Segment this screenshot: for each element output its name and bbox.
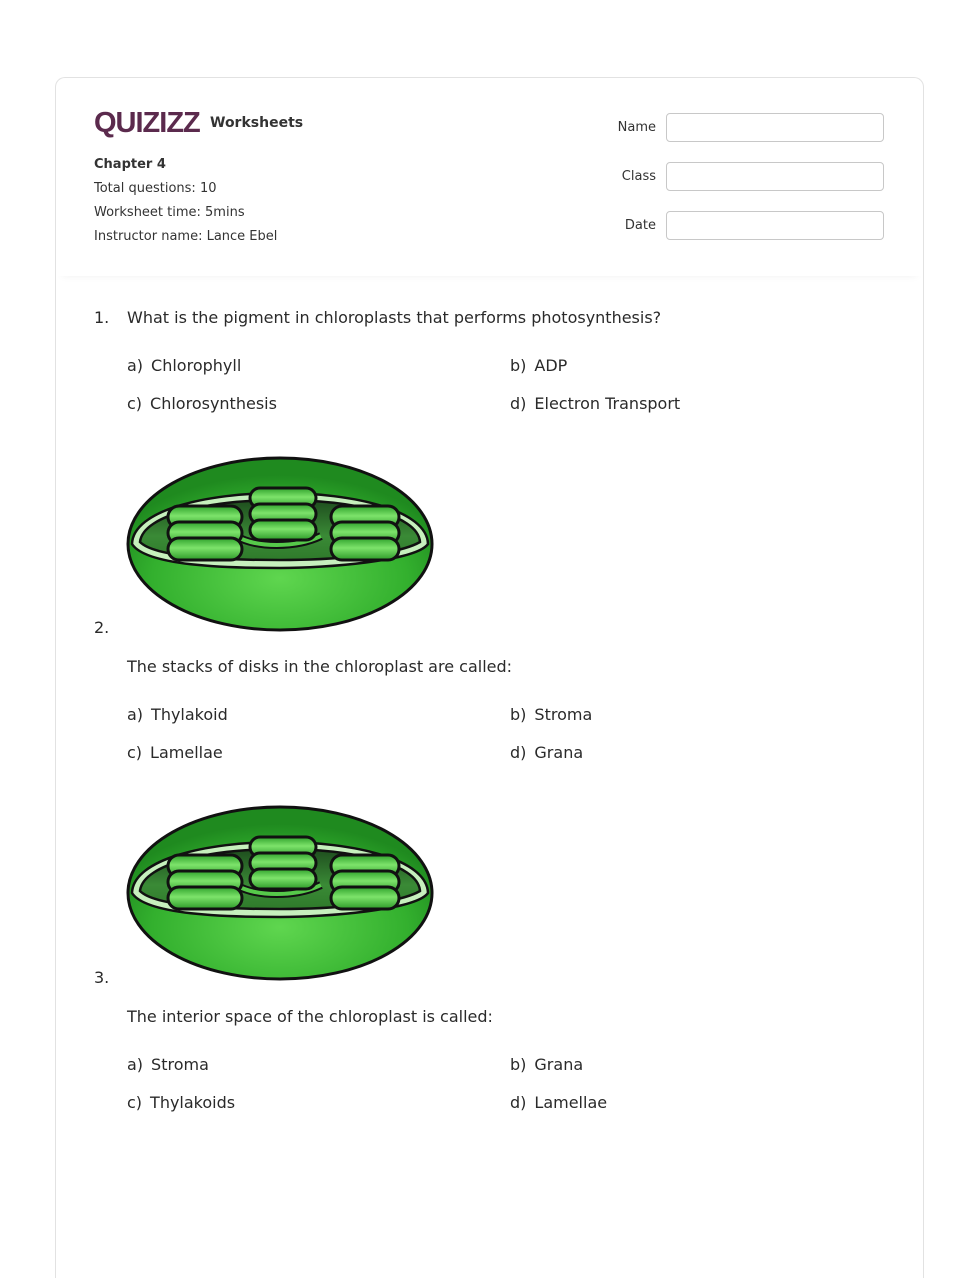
option-b: b) Stroma bbox=[510, 705, 593, 724]
svg-text:QUIZIZZ: QUIZIZZ bbox=[94, 107, 200, 139]
question-number: 3. bbox=[94, 968, 110, 987]
option-b: b) Grana bbox=[510, 1055, 584, 1074]
worksheet-page bbox=[55, 77, 924, 1278]
instructor-name: Instructor name: Lance Ebel bbox=[94, 229, 278, 244]
option-c: c) Chlorosynthesis bbox=[127, 394, 277, 413]
name-input[interactable] bbox=[666, 113, 884, 142]
class-input[interactable] bbox=[666, 162, 884, 191]
chapter-title: Chapter 4 bbox=[94, 157, 166, 172]
date-input[interactable] bbox=[666, 211, 884, 240]
question-text: The interior space of the chloroplast is called: bbox=[127, 1007, 493, 1026]
chloroplast-image bbox=[126, 456, 436, 636]
chloroplast-image bbox=[126, 805, 436, 985]
name-field bbox=[576, 113, 886, 142]
total-questions: Total questions: 10 bbox=[94, 181, 217, 196]
question-number: 1. bbox=[94, 308, 110, 327]
class-label: Class bbox=[621, 169, 656, 184]
option-d: d) Electron Transport bbox=[510, 394, 681, 413]
question-text: What is the pigment in chloroplasts that performs photosynthesis? bbox=[127, 308, 662, 327]
date-field bbox=[576, 211, 886, 240]
class-field bbox=[576, 162, 886, 191]
option-d: d) Lamellae bbox=[510, 1093, 608, 1112]
question-number: 2. bbox=[94, 618, 110, 637]
option-c: c) Lamellae bbox=[127, 743, 223, 762]
quizizz-logo bbox=[94, 105, 202, 139]
name-label: Name bbox=[617, 120, 656, 135]
option-a: a) Chlorophyll bbox=[127, 356, 242, 375]
brand bbox=[94, 105, 303, 139]
brand-subtitle: Worksheets bbox=[210, 115, 304, 131]
option-a: a) Stroma bbox=[127, 1055, 209, 1074]
option-d: d) Grana bbox=[510, 743, 584, 762]
option-c: c) Thylakoids bbox=[127, 1093, 236, 1112]
worksheet-time: Worksheet time: 5mins bbox=[94, 205, 245, 220]
date-label: Date bbox=[624, 218, 656, 233]
worksheet-meta bbox=[94, 155, 277, 251]
option-b: b) ADP bbox=[510, 356, 568, 375]
question-text: The stacks of disks in the chloroplast are called: bbox=[127, 657, 513, 676]
option-a: a) Thylakoid bbox=[127, 705, 228, 724]
worksheet-header bbox=[56, 78, 923, 276]
